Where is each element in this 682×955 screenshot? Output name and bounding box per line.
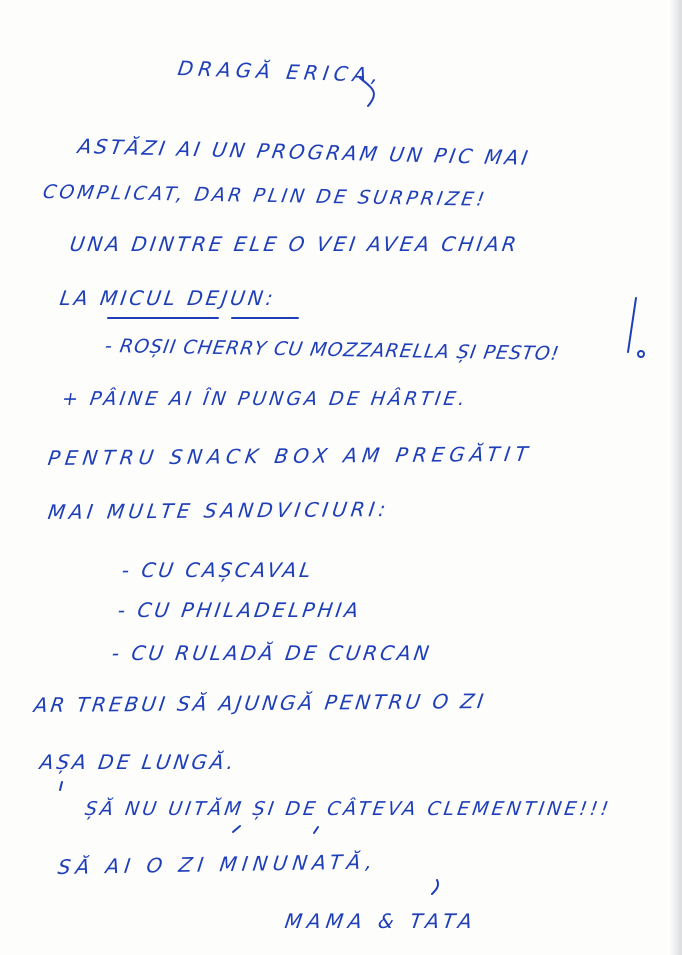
note-line-3: UNA DINTRE ELE O VEI AVEA CHIAR bbox=[68, 232, 521, 256]
note-line-1: ASTĂZI AI UN PROGRAM UN PIC MAI bbox=[75, 134, 533, 170]
note-line-2: COMPLICAT, DAR PLIN DE SURPRIZE! bbox=[41, 181, 489, 211]
date-comma bbox=[432, 880, 438, 894]
exclamation-stroke bbox=[628, 298, 636, 352]
exclamation-dot bbox=[638, 351, 644, 357]
note-line-4: LA MICUL DEJUN: bbox=[58, 286, 278, 310]
closing-flourish-2 bbox=[233, 826, 240, 832]
breakfast-item-1: - ROȘII CHERRY CU MOZZARELLA ȘI PESTO! bbox=[103, 335, 562, 365]
closing-line-3: ȘĂ NU UITĂM ȘI DE CÂTEVA CLEMENTINE!!! bbox=[83, 798, 613, 820]
note-greeting: DRAGĂ ERICA, bbox=[176, 56, 385, 88]
signature: MAMA & TATA bbox=[283, 909, 479, 933]
note-line-snack-box: PENTRU SNACK BOX AM PREGĂTIT bbox=[46, 441, 535, 471]
closing-flourish-1 bbox=[60, 782, 62, 790]
sandwich-item-1: - CU CAȘCAVAL bbox=[120, 558, 316, 582]
closing-line-2: AȘA DE LUNGĂ. bbox=[38, 750, 239, 774]
closing-line-4: SĂ AI O ZI MINUNATĂ, bbox=[56, 849, 379, 880]
sandwich-item-2: - CU PHILADELPHIA bbox=[116, 598, 363, 622]
closing-flourish-3 bbox=[314, 827, 318, 833]
paper-edge-shadow bbox=[668, 0, 682, 955]
closing-line-1: AR TREBUI SĂ AJUNGĂ PENTRU O ZI bbox=[32, 689, 488, 718]
breakfast-item-2: + PÂINE AI ÎN PUNGA DE HÂRTIE. bbox=[60, 388, 470, 410]
sandwich-item-3: - CU RULADĂ DE CURCAN bbox=[110, 641, 434, 665]
note-line-sandwiches: MAI MULTE SANDVICIURI: bbox=[46, 497, 392, 525]
